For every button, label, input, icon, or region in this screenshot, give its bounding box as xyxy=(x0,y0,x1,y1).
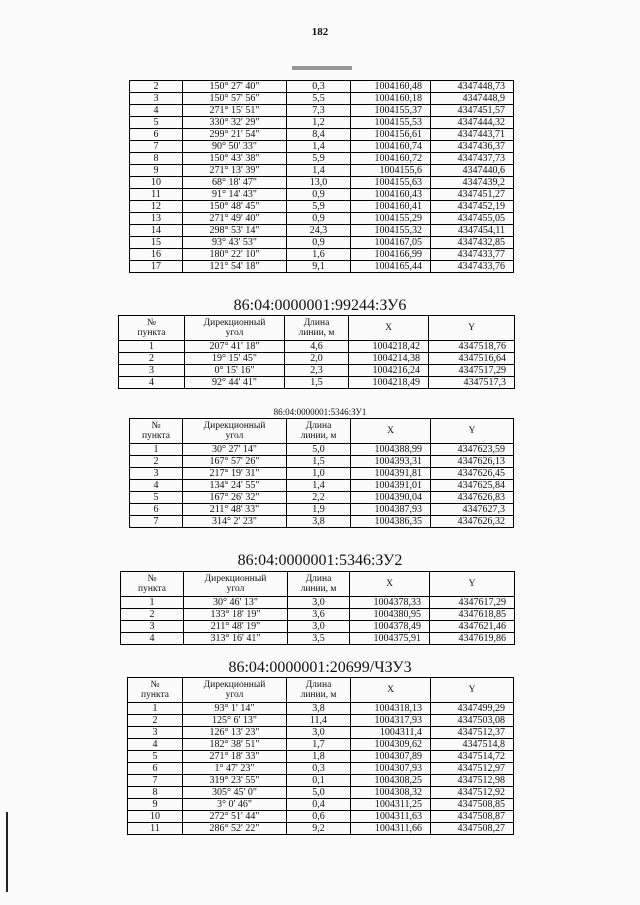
x-cell: 1004391,01 xyxy=(351,480,431,492)
point-number-cell: 4 xyxy=(119,377,185,389)
line-length-cell: 0,9 xyxy=(287,213,351,225)
point-number-cell: 4 xyxy=(121,633,184,645)
y-cell: 4347512,98 xyxy=(431,775,514,787)
table-row xyxy=(128,751,514,763)
line-length-cell: 0,6 xyxy=(287,811,351,823)
point-number-cell: 4 xyxy=(130,480,183,492)
header-point-number: № пункта xyxy=(121,572,184,597)
table-row xyxy=(130,516,514,528)
table-row xyxy=(130,81,514,93)
section-title: 86:04:0000001:5346:ЗУ2 xyxy=(237,552,403,569)
y-cell: 4347433,77 xyxy=(431,249,514,261)
table-row xyxy=(128,715,514,727)
table-row xyxy=(130,117,514,129)
line-length-cell: 2,2 xyxy=(287,492,351,504)
table-row xyxy=(130,444,514,456)
header-x: X xyxy=(351,419,431,444)
line-length-cell: 9,2 xyxy=(287,823,351,835)
line-length-cell: 1,7 xyxy=(287,739,351,751)
direction-angle-cell: 305° 45' 0" xyxy=(183,787,287,799)
point-number-cell: 4 xyxy=(128,739,183,751)
direction-angle-cell: 211° 48' 33" xyxy=(183,504,287,516)
header-x: X xyxy=(351,678,431,703)
y-cell: 4347512,97 xyxy=(431,763,514,775)
y-cell: 4347443,71 xyxy=(431,129,514,141)
coordinates-table xyxy=(120,571,515,645)
table-body xyxy=(130,81,514,273)
point-number-cell: 8 xyxy=(130,153,183,165)
line-length-cell: 0,3 xyxy=(287,763,351,775)
header-y: Y xyxy=(431,678,514,703)
header-direction-angle: Дирекционный угол xyxy=(183,678,287,703)
line-length-cell: 1,5 xyxy=(287,456,351,468)
table-row xyxy=(128,739,514,751)
point-number-cell: 11 xyxy=(128,823,183,835)
table-row xyxy=(130,249,514,261)
direction-angle-cell: 150° 57' 56" xyxy=(183,93,287,105)
table-row xyxy=(130,189,514,201)
table-body xyxy=(121,597,515,645)
header-point-number: № пункта xyxy=(130,419,183,444)
point-number-cell: 1 xyxy=(119,341,185,353)
point-number-cell: 3 xyxy=(121,621,184,633)
x-cell: 1004307,93 xyxy=(351,763,431,775)
point-number-cell: 7 xyxy=(128,775,183,787)
table-row xyxy=(128,823,514,835)
y-cell: 4347508,27 xyxy=(431,823,514,835)
x-cell: 1004311,63 xyxy=(351,811,431,823)
x-cell: 1004214,38 xyxy=(349,353,429,365)
line-length-cell: 3,6 xyxy=(288,609,350,621)
table-row xyxy=(130,261,514,273)
table-row xyxy=(130,468,514,480)
table-body xyxy=(128,703,514,835)
x-cell: 1004155,53 xyxy=(351,117,431,129)
table-row xyxy=(128,703,514,715)
section-title: 86:04:0000001:5346:ЗУ1 xyxy=(273,407,367,417)
point-number-cell: 3 xyxy=(128,727,183,739)
point-number-cell: 10 xyxy=(128,811,183,823)
table-row xyxy=(130,225,514,237)
line-length-cell: 2,3 xyxy=(285,365,349,377)
point-number-cell: 5 xyxy=(130,117,183,129)
x-cell: 1004156,61 xyxy=(351,129,431,141)
coordinates-table xyxy=(118,315,515,389)
header-point-number: № пункта xyxy=(128,678,183,703)
direction-angle-cell: 271° 18' 33" xyxy=(183,751,287,763)
point-number-cell: 3 xyxy=(130,468,183,480)
direction-angle-cell: 126° 13' 23" xyxy=(183,727,287,739)
point-number-cell: 17 xyxy=(130,261,183,273)
table-row xyxy=(119,377,515,389)
direction-angle-cell: 207° 41' 18" xyxy=(185,341,285,353)
y-cell: 4347436,37 xyxy=(431,141,514,153)
table-row xyxy=(128,775,514,787)
y-cell: 4347626,83 xyxy=(431,492,514,504)
direction-angle-cell: 0° 15' 16" xyxy=(185,365,285,377)
table-row xyxy=(128,799,514,811)
header-line-length: Длина линии, м xyxy=(287,678,351,703)
y-cell: 4347444,32 xyxy=(431,117,514,129)
table-row xyxy=(130,504,514,516)
line-length-cell: 5,0 xyxy=(287,787,351,799)
direction-angle-cell: 3° 0' 46" xyxy=(183,799,287,811)
y-cell: 4347439,2 xyxy=(431,177,514,189)
y-cell: 4347454,11 xyxy=(431,225,514,237)
x-cell: 1004378,49 xyxy=(350,621,430,633)
table-row xyxy=(130,105,514,117)
point-number-cell: 13 xyxy=(130,213,183,225)
direction-angle-cell: 68° 18' 47" xyxy=(183,177,287,189)
y-cell: 4347516,64 xyxy=(429,353,515,365)
direction-angle-cell: 271° 15' 51" xyxy=(183,105,287,117)
line-length-cell: 5,5 xyxy=(287,93,351,105)
y-cell: 4347517,3 xyxy=(429,377,515,389)
y-cell: 4347455,05 xyxy=(431,213,514,225)
x-cell: 1004166,99 xyxy=(351,249,431,261)
x-cell: 1004155,29 xyxy=(351,213,431,225)
x-cell: 1004155,6 xyxy=(351,165,431,177)
y-cell: 4347623,59 xyxy=(431,444,514,456)
x-cell: 1004388,99 xyxy=(351,444,431,456)
y-cell: 4347503,08 xyxy=(431,715,514,727)
y-cell: 4347514,8 xyxy=(431,739,514,751)
table-row xyxy=(130,201,514,213)
point-number-cell: 9 xyxy=(130,165,183,177)
table-row xyxy=(130,141,514,153)
direction-angle-cell: 30° 27' 14" xyxy=(183,444,287,456)
x-cell: 1004155,37 xyxy=(351,105,431,117)
direction-angle-cell: 133° 18' 19" xyxy=(184,609,288,621)
x-cell: 1004218,49 xyxy=(349,377,429,389)
direction-angle-cell: 150° 43' 38" xyxy=(183,153,287,165)
coordinates-table xyxy=(129,418,514,528)
header-y: Y xyxy=(430,572,515,597)
x-cell: 1004155,63 xyxy=(351,177,431,189)
y-cell: 4347448,73 xyxy=(431,81,514,93)
direction-angle-cell: 217° 19' 31" xyxy=(183,468,287,480)
point-number-cell: 6 xyxy=(130,129,183,141)
header-x: X xyxy=(350,572,430,597)
point-number-cell: 2 xyxy=(121,609,184,621)
table-body xyxy=(130,444,514,528)
direction-angle-cell: 90° 50' 33" xyxy=(183,141,287,153)
point-number-cell: 5 xyxy=(128,751,183,763)
direction-angle-cell: 180° 22' 10" xyxy=(183,249,287,261)
line-length-cell: 11,4 xyxy=(287,715,351,727)
y-cell: 4347451,57 xyxy=(431,105,514,117)
line-length-cell: 1,0 xyxy=(287,468,351,480)
y-cell: 4347627,3 xyxy=(431,504,514,516)
line-length-cell: 5,9 xyxy=(287,153,351,165)
header-y: Y xyxy=(429,316,515,341)
line-length-cell: 1,9 xyxy=(287,504,351,516)
direction-angle-cell: 91° 14' 43" xyxy=(183,189,287,201)
table-row xyxy=(121,633,515,645)
y-cell: 4347437,73 xyxy=(431,153,514,165)
header-line-length: Длина линии, м xyxy=(288,572,350,597)
y-cell: 4347432,85 xyxy=(431,237,514,249)
line-length-cell: 13,0 xyxy=(287,177,351,189)
x-cell: 1004317,93 xyxy=(351,715,431,727)
line-length-cell: 3,0 xyxy=(288,621,350,633)
y-cell: 4347512,37 xyxy=(431,727,514,739)
header-direction-angle: Дирекционный угол xyxy=(183,419,287,444)
line-length-cell: 8,4 xyxy=(287,129,351,141)
header-line-length: Длина линии, м xyxy=(287,419,351,444)
x-cell: 1004390,04 xyxy=(351,492,431,504)
point-number-cell: 3 xyxy=(119,365,185,377)
direction-angle-cell: 167° 26' 32" xyxy=(183,492,287,504)
x-cell: 1004311,66 xyxy=(351,823,431,835)
line-length-cell: 1,5 xyxy=(285,377,349,389)
line-length-cell: 3,5 xyxy=(288,633,350,645)
y-cell: 4347499,29 xyxy=(431,703,514,715)
point-number-cell: 9 xyxy=(128,799,183,811)
y-cell: 4347440,6 xyxy=(431,165,514,177)
x-cell: 1004375,91 xyxy=(350,633,430,645)
y-cell: 4347448,9 xyxy=(431,93,514,105)
table-row xyxy=(128,811,514,823)
x-cell: 1004165,44 xyxy=(351,261,431,273)
line-length-cell: 0,9 xyxy=(287,237,351,249)
y-cell: 4347617,29 xyxy=(430,597,515,609)
table-row xyxy=(128,763,514,775)
table-row xyxy=(130,213,514,225)
line-length-cell: 3,8 xyxy=(287,703,351,715)
point-number-cell: 7 xyxy=(130,141,183,153)
direction-angle-cell: 182° 38' 51" xyxy=(183,739,287,751)
line-length-cell: 9,1 xyxy=(287,261,351,273)
table-row xyxy=(119,365,515,377)
page-number: 182 xyxy=(311,26,329,38)
line-length-cell: 3,0 xyxy=(288,597,350,609)
y-cell: 4347508,85 xyxy=(431,799,514,811)
direction-angle-cell: 125° 6' 13" xyxy=(183,715,287,727)
direction-angle-cell: 330° 32' 29" xyxy=(183,117,287,129)
y-cell: 4347621,46 xyxy=(430,621,515,633)
x-cell: 1004308,32 xyxy=(351,787,431,799)
table-row xyxy=(121,609,515,621)
y-cell: 4347625,84 xyxy=(431,480,514,492)
x-cell: 1004391,81 xyxy=(351,468,431,480)
point-number-cell: 14 xyxy=(130,225,183,237)
table-row xyxy=(130,129,514,141)
y-cell: 4347626,45 xyxy=(431,468,514,480)
x-cell: 1004160,72 xyxy=(351,153,431,165)
line-length-cell: 3,8 xyxy=(287,516,351,528)
table-row xyxy=(128,727,514,739)
point-number-cell: 6 xyxy=(128,763,183,775)
table-row xyxy=(130,93,514,105)
line-length-cell: 0,3 xyxy=(287,81,351,93)
section-title: 86:04:0000001:20699/ЧЗУ3 xyxy=(228,659,412,676)
header-point-number: № пункта xyxy=(119,316,185,341)
table-row xyxy=(119,341,515,353)
x-cell: 1004160,74 xyxy=(351,141,431,153)
table-row xyxy=(130,237,514,249)
direction-angle-cell: 93° 43' 53" xyxy=(183,237,287,249)
direction-angle-cell: 271° 49' 40" xyxy=(183,213,287,225)
header-smudge xyxy=(292,66,352,70)
line-length-cell: 1,8 xyxy=(287,751,351,763)
x-cell: 1004386,35 xyxy=(351,516,431,528)
y-cell: 4347626,13 xyxy=(431,456,514,468)
scan-margin-line xyxy=(6,812,8,892)
table-row xyxy=(119,353,515,365)
x-cell: 1004387,93 xyxy=(351,504,431,516)
y-cell: 4347512,92 xyxy=(431,787,514,799)
line-length-cell: 3,0 xyxy=(287,727,351,739)
table-row xyxy=(130,153,514,165)
point-number-cell: 12 xyxy=(130,201,183,213)
direction-angle-cell: 286° 52' 22" xyxy=(183,823,287,835)
line-length-cell: 4,6 xyxy=(285,341,349,353)
y-cell: 4347452,19 xyxy=(431,201,514,213)
point-number-cell: 2 xyxy=(128,715,183,727)
point-number-cell: 2 xyxy=(130,81,183,93)
point-number-cell: 8 xyxy=(128,787,183,799)
direction-angle-cell: 121° 54' 18" xyxy=(183,261,287,273)
table-row xyxy=(128,787,514,799)
point-number-cell: 1 xyxy=(130,444,183,456)
x-cell: 1004160,41 xyxy=(351,201,431,213)
point-number-cell: 2 xyxy=(130,456,183,468)
direction-angle-cell: 211° 48' 19" xyxy=(184,621,288,633)
table-row xyxy=(130,177,514,189)
direction-angle-cell: 167° 57' 26" xyxy=(183,456,287,468)
x-cell: 1004155,32 xyxy=(351,225,431,237)
direction-angle-cell: 134° 24' 55" xyxy=(183,480,287,492)
table-row xyxy=(130,480,514,492)
line-length-cell: 1,6 xyxy=(287,249,351,261)
x-cell: 1004308,25 xyxy=(351,775,431,787)
table-row xyxy=(121,621,515,633)
coordinates-table-continued xyxy=(129,80,514,273)
y-cell: 4347508,87 xyxy=(431,811,514,823)
x-cell: 1004218,42 xyxy=(349,341,429,353)
line-length-cell: 0,9 xyxy=(287,189,351,201)
point-number-cell: 7 xyxy=(130,516,183,528)
header-x: X xyxy=(349,316,429,341)
x-cell: 1004311,25 xyxy=(351,799,431,811)
x-cell: 1004380,95 xyxy=(350,609,430,621)
table-body xyxy=(119,341,515,389)
y-cell: 4347451,27 xyxy=(431,189,514,201)
direction-angle-cell: 271° 13' 39" xyxy=(183,165,287,177)
table-row xyxy=(130,456,514,468)
point-number-cell: 16 xyxy=(130,249,183,261)
direction-angle-cell: 92° 44' 41" xyxy=(185,377,285,389)
direction-angle-cell: 150° 27' 40" xyxy=(183,81,287,93)
header-line-length: Длина линии, м xyxy=(285,316,349,341)
header-direction-angle: Дирекционный угол xyxy=(184,572,288,597)
direction-angle-cell: 93° 1' 14" xyxy=(183,703,287,715)
direction-angle-cell: 150° 48' 45" xyxy=(183,201,287,213)
line-length-cell: 1,4 xyxy=(287,165,351,177)
line-length-cell: 5,9 xyxy=(287,201,351,213)
point-number-cell: 4 xyxy=(130,105,183,117)
point-number-cell: 15 xyxy=(130,237,183,249)
line-length-cell: 7,3 xyxy=(287,105,351,117)
y-cell: 4347517,29 xyxy=(429,365,515,377)
y-cell: 4347518,76 xyxy=(429,341,515,353)
direction-angle-cell: 19° 15' 45" xyxy=(185,353,285,365)
x-cell: 1004160,18 xyxy=(351,93,431,105)
point-number-cell: 5 xyxy=(130,492,183,504)
direction-angle-cell: 299° 21' 54" xyxy=(183,129,287,141)
line-length-cell: 1,4 xyxy=(287,141,351,153)
direction-angle-cell: 314° 2' 23" xyxy=(183,516,287,528)
x-cell: 1004311,4 xyxy=(351,727,431,739)
direction-angle-cell: 313° 16' 41" xyxy=(184,633,288,645)
y-cell: 4347433,76 xyxy=(431,261,514,273)
x-cell: 1004378,33 xyxy=(350,597,430,609)
direction-angle-cell: 272° 51' 44" xyxy=(183,811,287,823)
line-length-cell: 1,2 xyxy=(287,117,351,129)
line-length-cell: 24,3 xyxy=(287,225,351,237)
x-cell: 1004216,24 xyxy=(349,365,429,377)
point-number-cell: 1 xyxy=(128,703,183,715)
direction-angle-cell: 30° 46' 13" xyxy=(184,597,288,609)
line-length-cell: 1,4 xyxy=(287,480,351,492)
direction-angle-cell: 298° 53' 14" xyxy=(183,225,287,237)
direction-angle-cell: 319° 23' 55" xyxy=(183,775,287,787)
x-cell: 1004393,31 xyxy=(351,456,431,468)
table-row xyxy=(121,597,515,609)
x-cell: 1004309,62 xyxy=(351,739,431,751)
point-number-cell: 3 xyxy=(130,93,183,105)
point-number-cell: 1 xyxy=(121,597,184,609)
x-cell: 1004307,89 xyxy=(351,751,431,763)
point-number-cell: 6 xyxy=(130,504,183,516)
y-cell: 4347514,72 xyxy=(431,751,514,763)
header-y: Y xyxy=(431,419,514,444)
table-row xyxy=(130,492,514,504)
point-number-cell: 10 xyxy=(130,177,183,189)
section-title: 86:04:0000001:99244:ЗУ6 xyxy=(233,297,407,314)
x-cell: 1004167,05 xyxy=(351,237,431,249)
x-cell: 1004160,48 xyxy=(351,81,431,93)
line-length-cell: 2,0 xyxy=(285,353,349,365)
x-cell: 1004318,13 xyxy=(351,703,431,715)
line-length-cell: 5,0 xyxy=(287,444,351,456)
table-row xyxy=(130,165,514,177)
coordinates-table xyxy=(127,677,514,835)
line-length-cell: 0,4 xyxy=(287,799,351,811)
y-cell: 4347618,85 xyxy=(430,609,515,621)
y-cell: 4347619,86 xyxy=(430,633,515,645)
point-number-cell: 11 xyxy=(130,189,183,201)
line-length-cell: 0,1 xyxy=(287,775,351,787)
y-cell: 4347626,32 xyxy=(431,516,514,528)
x-cell: 1004160,43 xyxy=(351,189,431,201)
point-number-cell: 2 xyxy=(119,353,185,365)
header-direction-angle: Дирекционный угол xyxy=(185,316,285,341)
direction-angle-cell: 1° 47' 23" xyxy=(183,763,287,775)
